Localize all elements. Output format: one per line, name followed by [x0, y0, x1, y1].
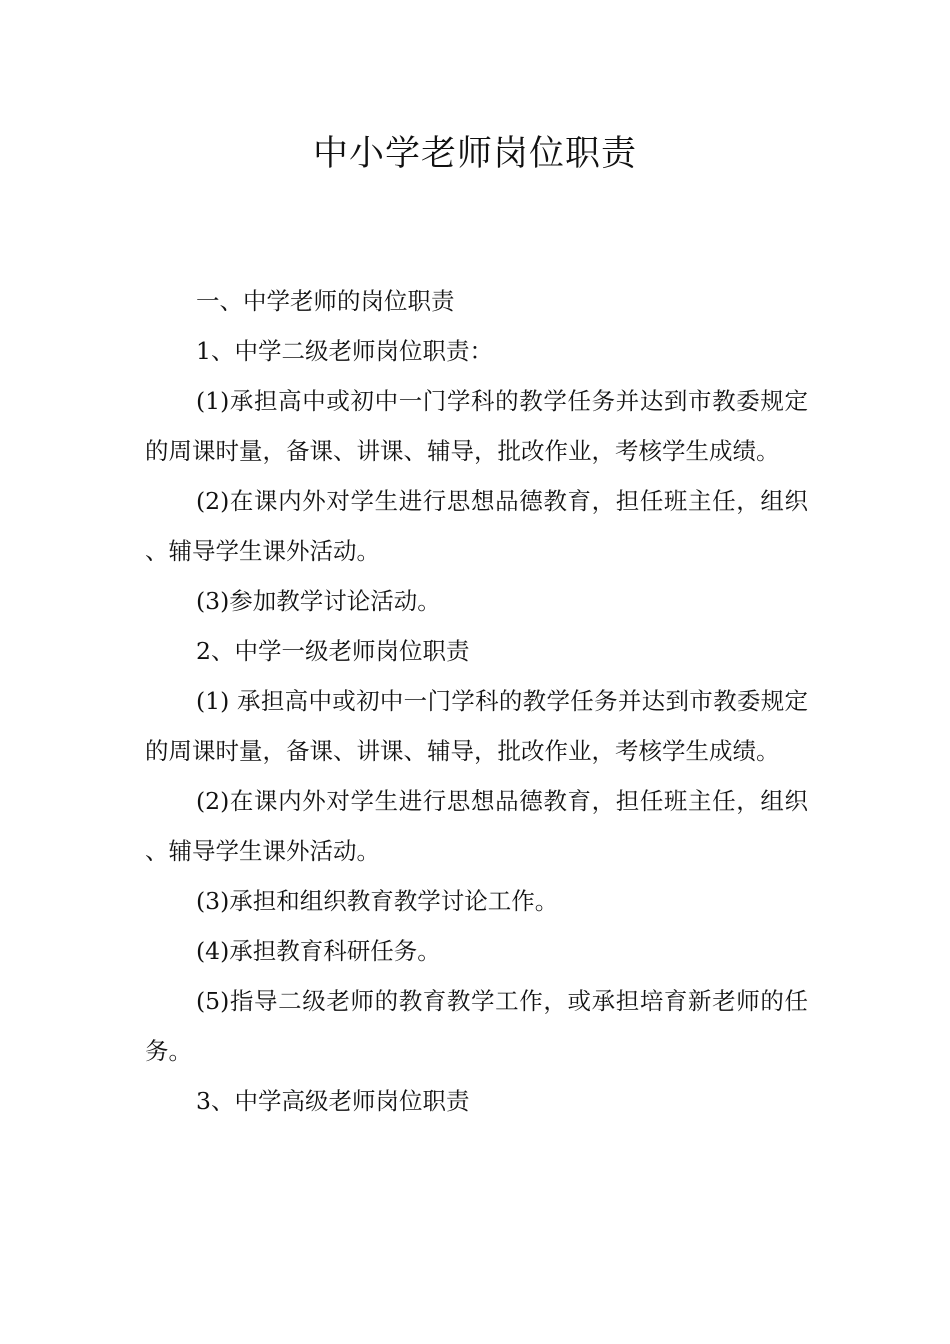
document-body	[145, 276, 808, 1126]
list-item: (2)在课内外对学生进行思想品德教育，担任班主任，组织、辅导学生课外活动。	[145, 487, 808, 565]
list-item: (3)承担和组织教育教学讨论工作。	[196, 887, 559, 915]
list-item: (1)承担高中或初中一门学科的教学任务并达到市教委规定的周课时量，备课、讲课、辅导，批改作业，考核学生成绩。	[145, 387, 808, 465]
document-title: 中小学老师岗位职责	[312, 134, 637, 174]
list-item: (5)指导二级老师的教育教学工作，或承担培育新老师的任务。	[145, 987, 808, 1065]
section-heading-middle-school: 一、中学老师的岗位职责	[196, 287, 455, 315]
subsection-heading-senior: 3、中学高级老师岗位职责	[196, 1087, 470, 1115]
list-item: (3)参加教学讨论活动。	[196, 587, 441, 615]
list-item: (2)在课内外对学生进行思想品德教育，担任班主任，组织、辅导学生课外活动。	[145, 787, 808, 865]
subsection-heading-grade-one: 2、中学一级老师岗位职责	[196, 637, 470, 665]
list-item: (1) 承担高中或初中一门学科的教学任务并达到市教委规定的周课时量，备课、讲课、辅导，批改作业，考核学生成绩。	[145, 687, 808, 765]
list-item: (4)承担教育科研任务。	[196, 937, 441, 965]
subsection-heading-grade-two: 1、中学二级老师岗位职责：	[196, 337, 493, 365]
